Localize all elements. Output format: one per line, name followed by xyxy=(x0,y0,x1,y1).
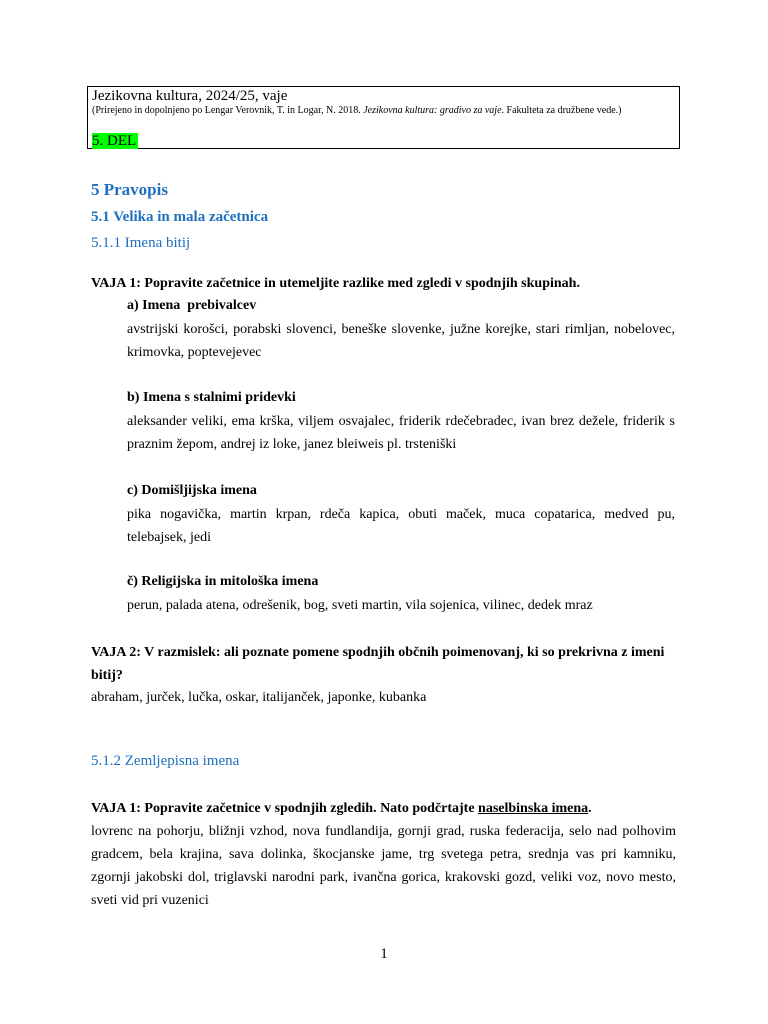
group-a-label: a) Imena prebivalcev xyxy=(127,298,257,313)
exercise-2-items: abraham, jurček, lučka, oskar, italijanček, japonke, kubanka xyxy=(91,690,427,705)
citation-authors: (Prirejeno in dopolnjeno po Lengar Verovnik, T. in Logar, N. 2018. xyxy=(92,105,364,116)
subsubsection-heading-zemljepisna-imena: 5.1.2 Zemljepisna imena xyxy=(91,753,240,769)
subsubsection-heading-imena-bitij: 5.1.1 Imena bitij xyxy=(91,235,191,251)
group-c-caron-items: perun, palada atena, odrešenik, bog, sveti martin, vila sojenica, vilinec, dedek mraz xyxy=(127,598,593,613)
exercise-3-title xyxy=(91,797,676,820)
exercise-3-underlined-term: naselbinska imena xyxy=(478,801,589,816)
citation-publisher: . Fakulteta za družbene vede.) xyxy=(501,105,622,116)
exercise-1-title: VAJA 1: Popravite začetnice in utemeljite razlike med zgledi v spodnjih skupinah. xyxy=(91,276,580,291)
part-label: 5. DEL xyxy=(92,133,137,149)
exercise-3-title-text: VAJA 1: Popravite začetnice v spodnjih zgledih. Nato podčrtajte xyxy=(91,801,479,816)
exercise-3-items: lovrenc na pohorju, bližnji vzhod, nova fundlandija, gornji grad, ruska federacija, selo nad polhovim gradcem, bela krajina, sava dolinka, škocjanske jame, trg svetega petra, srednja vas pri kamniku, zgornji jakobski dol, triglavski narodni park, ivančna gorica, krakovski gozd, veliki voz, novo mesto, sveti vid pri vuzenici xyxy=(91,824,676,908)
page-number: 1 xyxy=(380,946,388,962)
exercise-3-title-end: . xyxy=(588,801,592,816)
group-c-label: c) Domišljijska imena xyxy=(127,483,257,498)
group-a-items: avstrijski korošci, porabski slovenci, beneške slovenke, južne korejke, stari rimljan, nobelovec, krimovka, poptevejevec xyxy=(127,322,675,360)
exercise-2-title: VAJA 2: V razmislek: ali poznate pomene spodnjih občnih poimenovanj, ki so prekrivna z imeni bitij? xyxy=(91,645,665,683)
group-b-items: aleksander veliki, ema krška, viljem osvajalec, friderik rdečebradec, ivan brez dežele, friderik s praznim žepom, andrej iz loke, janez bleiweis pl. trsteniški xyxy=(127,414,675,452)
citation-book-title: Jezikovna kultura: gradivo za vaje xyxy=(363,105,502,116)
source-citation xyxy=(92,104,621,117)
section-heading: 5 Pravopis xyxy=(91,180,168,199)
group-c-caron-label: č) Religijska in mitološka imena xyxy=(127,574,319,589)
document-header-box xyxy=(87,86,680,149)
subsection-heading: 5.1 Velika in mala začetnica xyxy=(91,209,269,225)
group-c-items: pika nogavička, martin krpan, rdeča kapica, obuti maček, muca copatarica, medved pu, telebajsek, jedi xyxy=(127,507,675,545)
group-b-label: b) Imena s stalnimi pridevki xyxy=(127,390,296,405)
course-title: Jezikovna kultura, 2024/25, vaje xyxy=(92,88,288,104)
